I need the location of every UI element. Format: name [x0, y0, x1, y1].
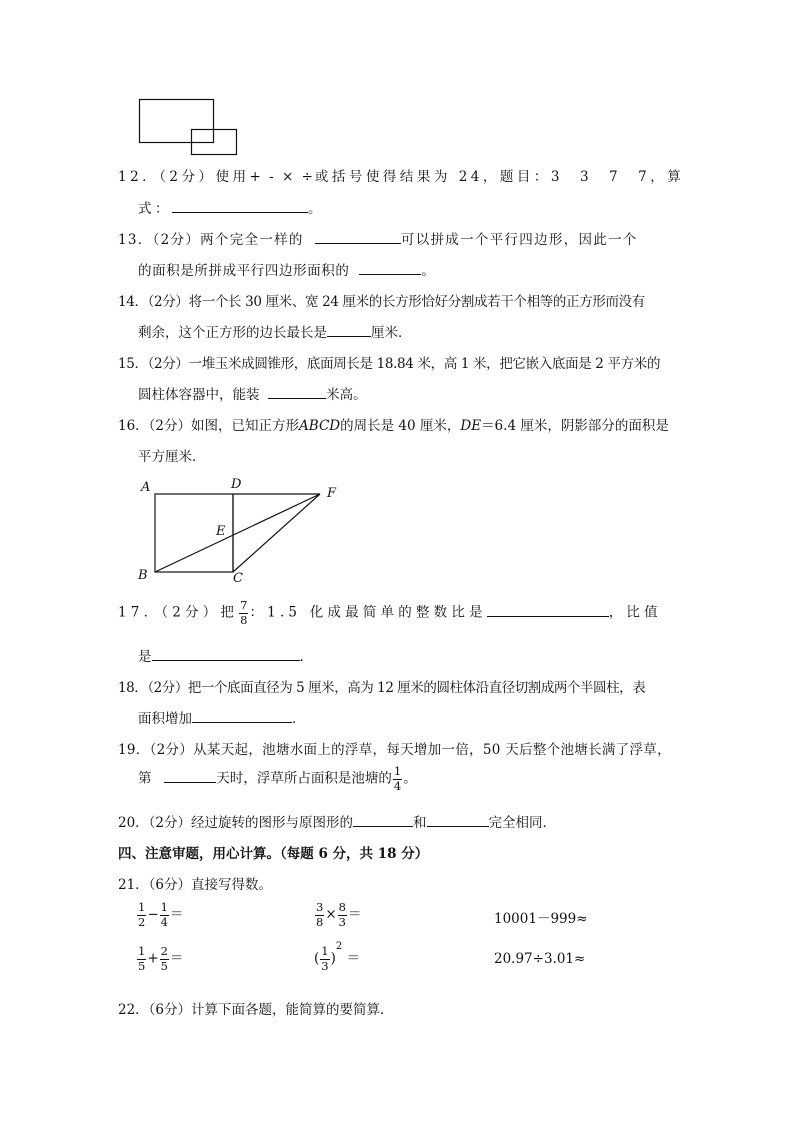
q19-line2-end: 。: [403, 770, 417, 787]
q16-line2: 平方厘米．: [138, 449, 206, 465]
denominator: 5: [138, 958, 146, 973]
q18-answer-blank[interactable]: [192, 710, 292, 723]
q13-text1: 13．（2分）两个完全一样的: [118, 232, 304, 248]
q21-expr5-exponent: 2: [335, 941, 343, 952]
section4-heading: 四、注意审题，用心计算。（每题 6 分，共 18 分）: [118, 846, 429, 862]
q18-line2-prefix: 面积增加: [138, 711, 192, 727]
q16-tail: ＝6.4 厘米，阴影部分的面积是: [481, 418, 669, 434]
q12-line2-prefix: 式：: [138, 201, 172, 217]
q20-end: 完全相同．: [488, 815, 557, 831]
q15-line2: [138, 383, 367, 403]
overlapping-rectangles-figure: [136, 96, 240, 158]
q16-segment-name: DE: [460, 418, 482, 434]
q13-line1: [118, 228, 638, 248]
q21-expr5-equals: ＝: [346, 950, 361, 967]
q15-answer-blank[interactable]: [268, 386, 326, 399]
q21-expr4-frac-b: [160, 946, 169, 972]
q21-expr4-operator: +: [147, 950, 159, 967]
q17-mid: ：1.5 化成最简单的整数比是: [249, 604, 487, 621]
q19-line2-mid: 天时，浮草所占面积是池塘的: [216, 770, 392, 787]
q12-line1: [118, 165, 684, 185]
q16-label-f: F: [327, 486, 337, 501]
q14-line1: 14．（2分）将一个长 30 厘米、宽 24 厘米的长方形恰好分割成若干个相等的正方形而没有: [118, 294, 645, 310]
q21-title: 21．（6分）直接写得数。: [118, 877, 273, 893]
q14-line2: [138, 321, 412, 341]
q19-line1: 19．（2分）从某天起，池塘水面上的浮草，每天增加一倍，50 天后整个池塘长满了浮草，: [118, 742, 671, 758]
q12-prefix: 12．（2分）使用: [118, 169, 250, 185]
numerator: 1: [160, 900, 168, 914]
denominator: 5: [160, 958, 168, 973]
q16-label-d: D: [231, 477, 242, 492]
q21-expr1-frac-b: [160, 902, 169, 928]
q12-operators: + - × ÷: [249, 169, 315, 185]
q15-line2-end: 米高。: [326, 387, 367, 403]
q14-line2-prefix: 剩余，这个正方形的边长最长是: [138, 325, 327, 341]
q21-expr4-equals: ＝: [169, 950, 184, 967]
q20-line1: [118, 811, 556, 831]
q12-line2: [138, 197, 325, 217]
q21-expr-2: [314, 902, 361, 928]
q18-line2-end: ．: [292, 711, 306, 727]
q21-expr-6: 20.97÷3.01≈: [494, 951, 586, 967]
q13-line2-end: 。: [421, 263, 436, 279]
denominator: 2: [138, 914, 146, 929]
q21-expr1-operator: −: [147, 906, 159, 923]
q21-expr2-operator: ×: [325, 906, 337, 923]
q16-label-b: B: [138, 568, 148, 583]
q21-expr2-equals: ＝: [347, 906, 362, 923]
q20-mid: 和: [413, 815, 427, 831]
q16-shape-name: ABCD: [299, 418, 341, 434]
q16-label-c: C: [233, 571, 243, 586]
numerator: 1: [138, 944, 146, 958]
q21-expr1-frac-a: [137, 902, 146, 928]
q21-expr-5: [314, 941, 361, 973]
q21-expr-4: [136, 946, 183, 972]
q12-answer-blank[interactable]: [172, 200, 308, 213]
numerator: 1: [138, 900, 146, 914]
q21-expr4-frac-a: [137, 946, 146, 972]
q16-geometry-figure: [132, 474, 352, 590]
q20-answer-blank-2[interactable]: [427, 814, 489, 827]
q14-answer-blank[interactable]: [327, 324, 371, 337]
q22-title: 22．（6分）计算下面各题，能简算的要简算．: [118, 1002, 394, 1018]
q16-mid: 的周长是 40 厘米，: [340, 418, 461, 434]
q21-expr-3: 10001－999≈: [494, 911, 588, 927]
q17-line2-prefix: 是: [138, 649, 152, 665]
q20-prefix: 20．（2分）经过旋转的图形与原图形的: [118, 815, 354, 831]
q15-line2-prefix: 圆柱体容器中，能装: [138, 387, 260, 403]
q19-line2: [138, 766, 417, 792]
q16-label-e: E: [216, 524, 226, 539]
q17-prefix: 17．（2分）把: [118, 604, 239, 621]
q17-fraction: [239, 600, 248, 626]
q13-answer-blank-1[interactable]: [315, 231, 401, 244]
q16-label-a: A: [141, 480, 151, 495]
q19-fraction-denominator: 4: [393, 778, 402, 793]
q12-body: 或括号使得结果为 24，题目：3 3 7 7，算: [314, 169, 685, 185]
denominator: 4: [160, 914, 168, 929]
q21-expr-1: [136, 902, 183, 928]
denominator: 8: [316, 914, 324, 929]
q17-line2-end: ．: [299, 649, 313, 665]
q16-prefix: 16．（2分）如图，已知正方形: [118, 418, 300, 434]
numerator: 2: [160, 944, 168, 958]
q19-answer-blank[interactable]: [164, 770, 216, 783]
q21-expr5-frac: [320, 946, 329, 972]
q13-answer-blank-2[interactable]: [359, 262, 421, 275]
q19-line2-prefix: 第: [138, 770, 152, 787]
q13-text2: 可以拼成一个平行四边形，因此一个: [400, 232, 638, 248]
q19-fraction: [393, 766, 402, 792]
numerator: 1: [321, 944, 329, 958]
q17-answer-blank-2[interactable]: [152, 648, 300, 661]
q16-line1: [118, 414, 669, 434]
numerator: 8: [338, 900, 346, 914]
denominator: 3: [321, 958, 329, 973]
q18-line1: 18．（2分）把一个底面直径为 5 厘米，高为 12 厘米的圆柱体沿直径切割成两个半圆柱，表: [118, 680, 646, 696]
q17-answer-blank-1[interactable]: [487, 604, 609, 617]
denominator: 3: [338, 914, 346, 929]
q21-expr2-frac-a: [315, 902, 324, 928]
q20-answer-blank-1[interactable]: [353, 814, 413, 827]
q17-line2: [138, 645, 313, 665]
q13-line2: [138, 259, 435, 279]
q19-fraction-numerator: 1: [393, 764, 402, 778]
q21-expr2-frac-b: [338, 902, 347, 928]
numerator: 3: [316, 900, 324, 914]
q21-expr5-open-paren: (: [314, 950, 320, 967]
q14-line2-end: 厘米．: [371, 325, 412, 341]
q12-line2-end: 。: [308, 201, 325, 217]
q17-tail: ，比值: [608, 604, 662, 621]
q13-line2-prefix: 的面积是所拼成平行四边形面积的: [138, 263, 350, 279]
q18-line2: [138, 707, 306, 727]
q21-expr1-equals: ＝: [169, 906, 184, 923]
q17-line1: [118, 600, 662, 626]
q17-fraction-denominator: 8: [240, 612, 248, 627]
q17-fraction-numerator: 7: [240, 598, 248, 612]
q15-line1: 15．（2分）一堆玉米成圆锥形，底面周长是 18.84 米，高 1 米，把它嵌入底面是 2 平方米的: [118, 356, 661, 372]
q21-expr5-close-paren: ): [330, 950, 336, 967]
